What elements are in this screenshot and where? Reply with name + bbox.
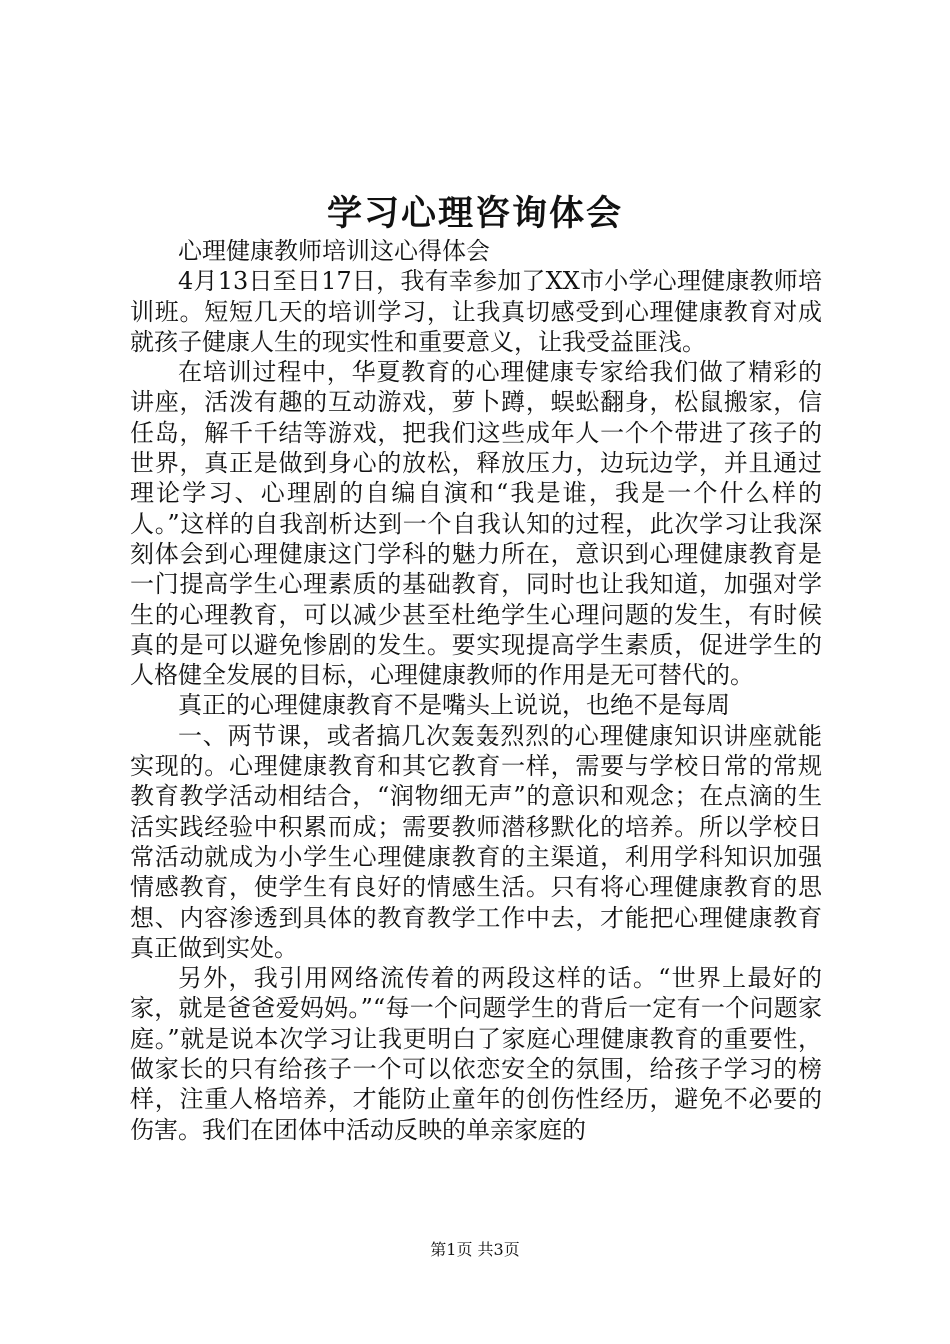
page-number: 第1页 xyxy=(430,1240,473,1259)
paragraph: 4月13日至日17日，我有幸参加了XX市小学心理健康教师培训班。短短几天的培训学习，让我真切感受到心理健康教育对成就孩子健康人生的现实性和重要意义，让我受益匪浅。 xyxy=(130,267,822,356)
paragraph: 另外，我引用网络流传着的两段这样的话。“世界上最好的家，就是爸爸爱妈妈。”“每一个问题学生的背后一定有一个问题家庭。”就是说本次学习让我更明白了家庭心理健康教育的重要性，做家长的只有给孩子一个可以依恋安全的氛围，给孩子学习的榜样，注重人格培养，才能防止童年的创伤性经历，避免不必要的伤害。我们在团体中活动反映的单亲家庭的 xyxy=(130,964,822,1144)
paragraph: 在培训过程中，华夏教育的心理健康专家给我们做了精彩的讲座，活泼有趣的互动游戏，萝卜蹲，蜈蚣翻身，松鼠搬家，信任岛，解千千结等游戏，把我们这些成年人一个个带进了孩子的世界，真正是做到身心的放松，释放压力，边玩边学，并且通过理论学习、心理剧的自编自演和“我是谁，我是一个什么样的人。”这样的自我剖析达到一个自我认知的过程，此次学习让我深刻体会到心理健康这门学科的魅力所在，意识到心理健康教育是一门提高学生心理素质的基础教育，同时也让我知道，加强对学生的心理教育，可以减少甚至杜绝学生心理问题的发生，有时候真的是可以避免惨剧的发生。要实现提高学生素质，促进学生的人格健全发展的目标，心理健康教师的作用是无可替代的。 xyxy=(130,358,822,690)
paragraph: 真正的心理健康教育不是嘴头上说说，也绝不是每周 xyxy=(178,691,730,720)
paragraph: 心理健康教师培训这心得体会 xyxy=(178,237,490,265)
page-footer xyxy=(0,1237,950,1260)
document-body xyxy=(130,236,822,1145)
paragraph: 一、两节课，或者搞几次轰轰烈烈的心理健康知识讲座就能实现的。心理健康教育和其它教育一样，需要与学校日常的常规教育教学活动相结合，“润物细无声”的意识和观念；在点滴的生活实践经验中积累而成；需要教师潜移默化的培养。所以学校日常活动就成为小学生心理健康教育的主渠道，利用学科知识加强情感教育，使学生有良好的情感生活。只有将心理健康教育的思想、内容渗透到具体的教育教学工作中去，才能把心理健康教育真正做到实处。 xyxy=(130,721,822,962)
page-title: 学习心理咨询体会 xyxy=(326,193,623,234)
page-total: 共3页 xyxy=(477,1240,520,1259)
